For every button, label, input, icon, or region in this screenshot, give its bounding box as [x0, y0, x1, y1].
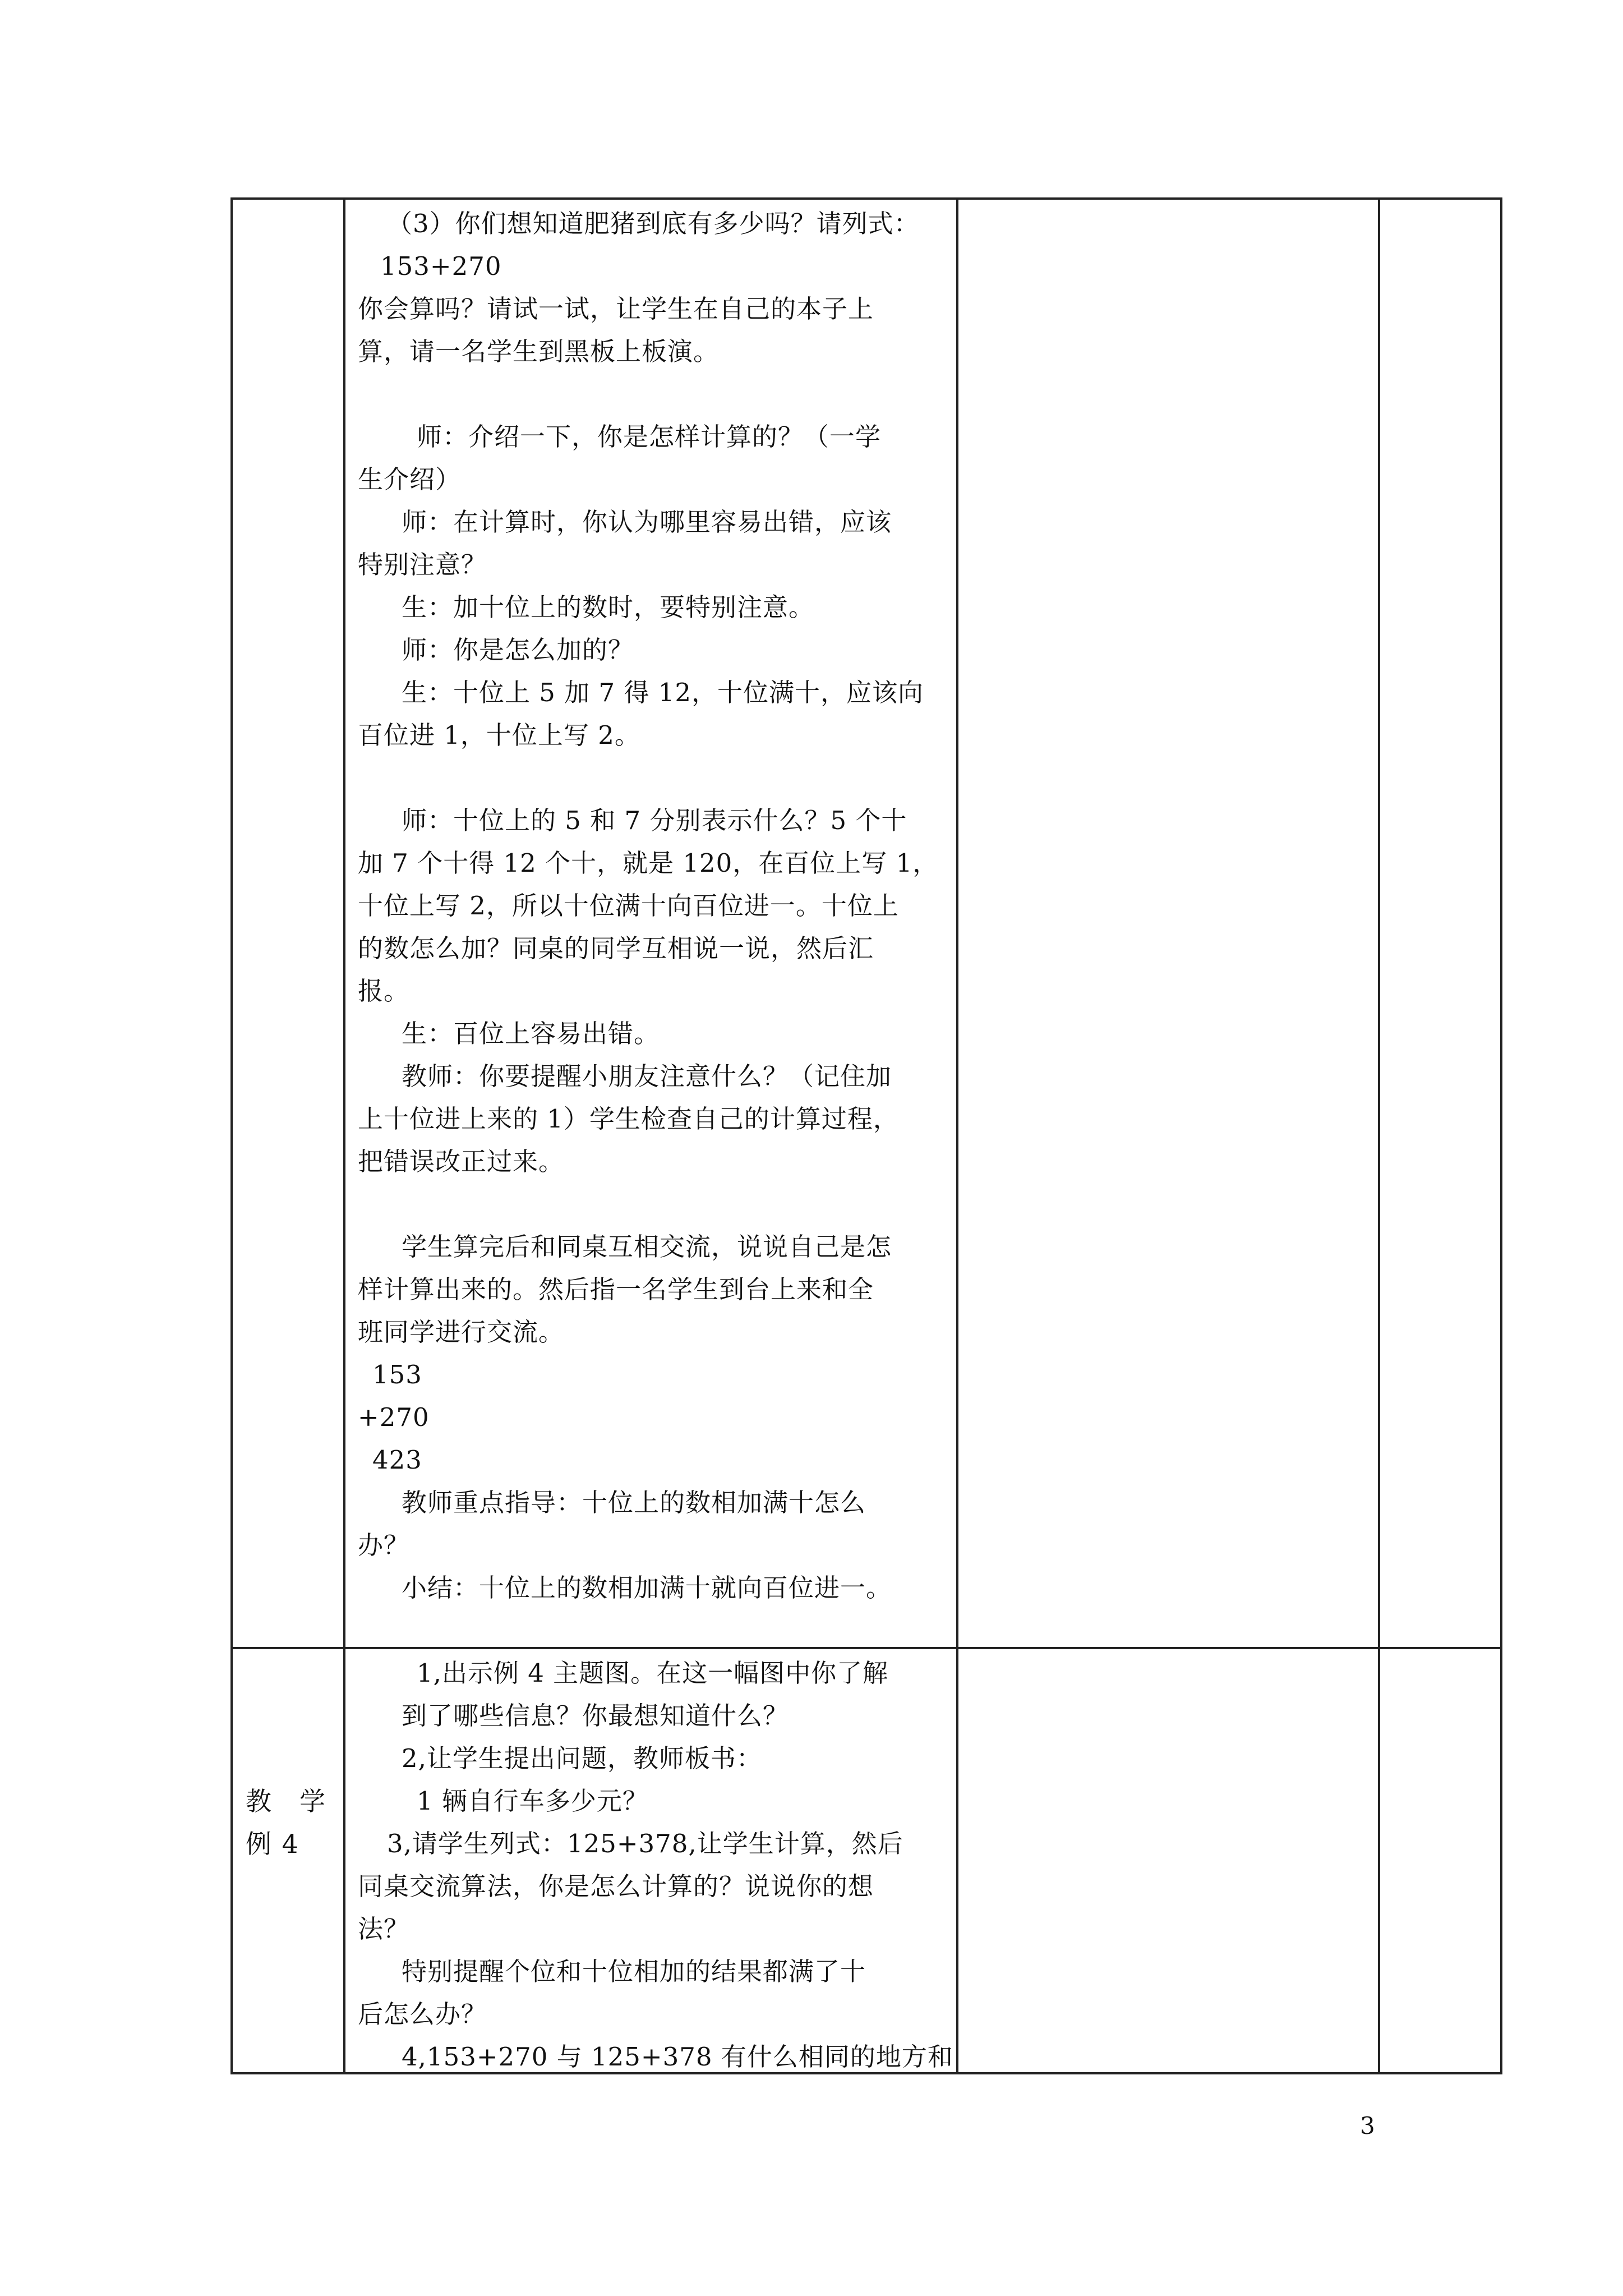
text-line: 你会算吗？请试一试，让学生在自己的本子上: [358, 294, 874, 324]
text-line: 班同学进行交流。: [358, 1317, 565, 1347]
text-line: 小结：十位上的数相加满十就向百位进一。: [402, 1573, 892, 1603]
text-line: 教师重点指导：十位上的数相加满十怎么: [402, 1488, 866, 1517]
blank-line: [358, 373, 948, 416]
text-line: 生：加十位上的数时，要特别注意。: [402, 592, 815, 622]
lesson-content-section-1: [358, 203, 948, 1609]
blank-line: [358, 757, 948, 799]
text-line: （3）你们想知道肥猪到底有多少吗？请列式：: [387, 209, 920, 238]
table-border-right: [1500, 197, 1502, 2074]
text-line: +270: [358, 1402, 430, 1432]
table-border-left: [230, 197, 233, 2074]
text-line: 特别提醒个位和十位相加的结果都满了十: [402, 1957, 866, 1986]
text-line: 上十位进上来的 1）学生检查自己的计算过程，: [358, 1104, 899, 1134]
text-line: 1,出示例 4 主题图。在这一幅图中你了解: [417, 1658, 889, 1688]
text-line: 师：在计算时，你认为哪里容易出错，应该: [402, 507, 892, 537]
text-line: 后怎么办？: [358, 1999, 487, 2029]
table-border-top: [230, 197, 1502, 200]
text-line: 师：你是怎么加的？: [402, 635, 634, 665]
text-line: 样计算出来的。然后指一名学生到台上来和全: [358, 1274, 874, 1304]
text-line: 百位进 1，十位上写 2。: [358, 720, 640, 750]
row-divider: [230, 1647, 1502, 1649]
lesson-content-section-2: [358, 1652, 953, 2078]
text-line: 423: [372, 1445, 422, 1475]
blank-line: [358, 1183, 948, 1226]
text-line: 2,让学生提出问题，教师板书：: [402, 1743, 762, 1773]
column-divider-2: [956, 197, 958, 2074]
text-line: 法？: [358, 1914, 410, 1944]
text-line: 教师：你要提醒小朋友注意什么？（记住加: [402, 1061, 892, 1091]
text-line: 师：介绍一下，你是怎样计算的？（一学: [417, 422, 882, 452]
text-line: 加 7 个十得 12 个十，就是 120，在百位上写 1，: [358, 848, 939, 878]
text-line: 十位上写 2，所以十位满十向百位进一。十位上: [358, 891, 899, 921]
row-label-line-2: 例 4: [246, 1829, 299, 1859]
text-line: 学生算完后和同桌互相交流，说说自己是怎: [402, 1232, 892, 1262]
text-line: 生：十位上 5 加 7 得 12，十位满十，应该向: [402, 678, 924, 707]
text-line: 师：十位上的 5 和 7 分别表示什么？5 个十: [402, 806, 907, 835]
text-line: 生：百位上容易出错。: [402, 1019, 660, 1048]
text-line: 153: [372, 1360, 422, 1389]
text-line: 的数怎么加？同桌的同学互相说一说，然后汇: [358, 933, 874, 963]
row-label-line-1: 教 学: [246, 1786, 326, 1816]
text-line: 生介绍）: [358, 464, 462, 494]
column-divider-1: [343, 197, 345, 2074]
text-line: 算，请一名学生到黑板上板演。: [358, 337, 720, 366]
text-line: 153+270: [380, 251, 502, 281]
text-line: 1 辆自行车多少元？: [417, 1786, 648, 1816]
text-line: 同桌交流算法，你是怎么计算的？说说你的想: [358, 1871, 874, 1901]
text-line: 报。: [358, 976, 410, 1006]
page-number: 3: [1360, 2112, 1375, 2139]
text-line: 特别注意？: [358, 550, 487, 579]
text-line: 办？: [358, 1530, 410, 1560]
text-line: 把错误改正过来。: [358, 1147, 565, 1176]
text-line: 3,请学生列式：125+378,让学生计算，然后: [387, 1829, 903, 1858]
column-divider-3: [1378, 197, 1380, 2074]
text-line: 到了哪些信息？你最想知道什么？: [402, 1701, 789, 1731]
text-line: 4,153+270 与 125+378 有什么相同的地方和: [402, 2042, 953, 2072]
